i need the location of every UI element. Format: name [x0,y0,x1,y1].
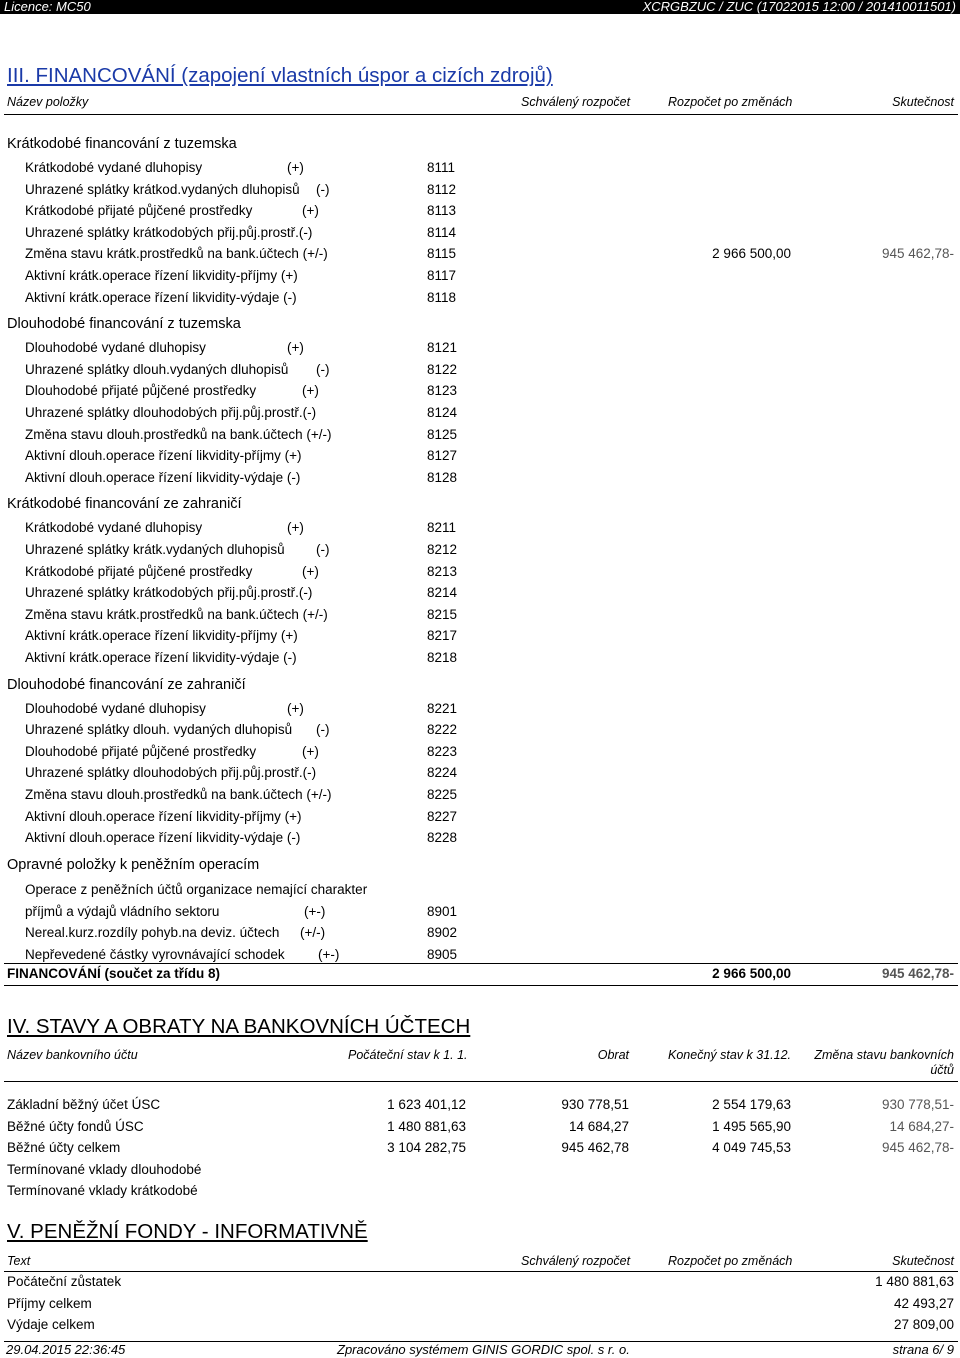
row-code: 8222 [427,722,458,738]
col-pocatecni-stav: Počáteční stav k 1. 1. [348,1048,468,1062]
row-code: 8112 [427,181,457,197]
col-konecny-stav: Konečný stav k 31.12. [668,1048,791,1062]
row-code: 8217 [427,628,458,644]
row-label: Změna stavu dlouh.prostředků na bank.účtech (+/-) [25,787,332,802]
row-label: Aktivní dlouh.operace řízení likvidity-výdaje (-) [25,469,301,485]
report-id-text: XCRGBZUC / ZUC (17022015 12:00 / 201410011501) [642,0,956,14]
row-sign: (+) [287,160,304,175]
footer-date: 29.04.2015 22:36:45 [6,1342,126,1357]
row-sign: (+) [302,563,319,579]
row-label: Aktivní dlouh.operace řízení likvidity-příjmy (+) [25,448,302,464]
section-heading: Dlouhodobé financování ze zahraničí [7,676,246,693]
account-change: 945 462,78- [881,1140,954,1156]
row-sign: (+) [287,520,304,536]
row-label: Dlouhodobé přijaté půjčené prostředky [25,383,257,399]
row-label: Krátkodobé vydané dluhopisy [25,520,203,536]
header-rule [4,114,958,115]
row-code: 8225 [427,787,458,802]
row-code: 8128 [427,469,458,485]
fund-actual: 42 493,27 [893,1295,954,1311]
row-label: Krátkodobé přijaté půjčené prostředky [25,563,253,579]
col-nazev-polozky: Název položky [7,95,89,109]
row-label: Nereal.kurz.rozdíly pohyb.na deviz. účtech [25,925,280,941]
section-stavy-title: IV. STAVY A OBRATY NA BANKOVNÍCH ÚČTECH [7,1015,471,1038]
account-name: Termínované vklady dlouhodobé [7,1161,202,1177]
licence-text: Licence: MC50 [4,0,91,14]
account-start: 1 623 401,12 [387,1097,466,1112]
fund-actual: 27 809,00 [893,1317,954,1333]
row-actual: 945 462,78- [881,246,954,262]
row-label: Dlouhodobé vydané dluhopisy [25,700,206,716]
row-label: Aktivní krátk.operace řízení likvidity-příjmy (+) [25,628,298,644]
fund-label: Příjmy celkem [7,1295,92,1311]
account-name: Běžné účty fondů ÚSC [7,1118,144,1134]
account-name: Běžné účty celkem [7,1140,121,1156]
row-label: Nepřevedené částky vyrovnávající schodek [25,947,285,962]
row-label: Uhrazené splátky krátk.vydaných dluhopisů [25,542,285,557]
account-change: 14 684,27- [889,1118,954,1134]
financovani-total-changed: 2 966 500,00 [712,966,791,981]
row-code: 8122 [427,361,458,377]
stavy-header-rule [4,1081,958,1082]
row-code: 8127 [427,448,458,464]
row-label: Změna stavu krátk.prostředků na bank.účtech (+/-) [25,246,328,262]
col-zmena-stavu: Změna stavu bankovních [814,1048,954,1062]
row-code: 8215 [427,606,458,622]
row-code: 8115 [427,246,457,262]
account-start: 1 480 881,63 [387,1118,466,1134]
row-code: 8121 [427,340,458,356]
account-end: 4 049 745,53 [712,1140,791,1156]
col-rozpocet-po-zmenach: Rozpočet po změnách [668,95,793,109]
account-end: 2 554 179,63 [712,1097,791,1112]
row-sign: (+) [302,203,319,219]
footer-system: Zpracováno systémem GINIS GORDIC spol. s r. o. [337,1342,630,1357]
col-fondy-po-zmenach: Rozpočet po změnách [668,1254,793,1268]
row-code: 8224 [427,765,458,781]
row-code: 8902 [427,925,458,941]
account-turnover: 930 778,51 [561,1097,629,1112]
row-code: 8125 [427,426,458,442]
row-label: Uhrazené splátky dlouhodobých přij.půj.prostř.(-) [25,405,317,420]
report-header-bar [0,0,960,14]
row-label: Uhrazené splátky krátkod.vydaných dluhopisů [25,181,300,197]
financovani-total-actual: 945 462,78- [881,966,954,981]
row-code: 8228 [427,830,458,846]
row-sign: (+-) [318,947,340,962]
account-change: 930 778,51- [881,1097,954,1112]
row-code: 8118 [427,289,457,305]
row-label: Uhrazené splátky krátkodobých přij.půj.prostř.(-) [25,224,313,240]
row-sign: (+) [287,340,304,356]
row-code: 8212 [427,542,458,557]
row-label: Změna stavu krátk.prostředků na bank.účtech (+/-) [25,606,328,622]
row-label: Dlouhodobé vydané dluhopisy [25,340,206,356]
account-turnover: 945 462,78 [561,1140,629,1156]
total-top-rule [4,963,958,964]
row-label: Uhrazené splátky krátkodobých přij.půj.prostř.(-) [25,585,313,601]
section-heading: Opravné položky k peněžním operacím [7,856,260,873]
row-code: 8111 [427,160,456,175]
row-label: Krátkodobé vydané dluhopisy [25,160,203,175]
row-label: Aktivní krátk.operace řízení likvidity-výdaje (-) [25,289,297,305]
row-code: 8905 [427,947,458,962]
row-code: 8223 [427,743,458,759]
footer-page: strana 6/ 9 [892,1342,954,1357]
row-label: příjmů a výdajů vládního sektoru [25,903,220,919]
row-changed: 2 966 500,00 [712,246,791,262]
row-sign: (-) [316,722,330,738]
fund-label: Počáteční zůstatek [7,1274,122,1289]
row-sign: (-) [316,181,330,197]
row-code: 8214 [427,585,458,601]
row-code: 8213 [427,563,458,579]
row-label: Aktivní dlouh.operace řízení likvidity-výdaje (-) [25,830,301,846]
row-label: Uhrazené splátky dlouh. vydaných dluhopisů [25,722,293,738]
row-code: 8211 [427,520,457,536]
section-heading: Krátkodobé financování ze zahraničí [7,496,242,513]
row-code: 8221 [427,700,458,716]
row-label: Krátkodobé přijaté půjčené prostředky [25,203,253,219]
account-start: 3 104 282,75 [387,1140,466,1156]
row-label: Dlouhodobé přijaté půjčené prostředky [25,743,257,759]
row-sign: (+) [302,383,319,399]
col-zmena-stavu-line2: účtů [930,1063,954,1077]
col-fondy-schvaleny: Schválený rozpočet [521,1254,631,1268]
account-name: Termínované vklady krátkodobé [7,1183,198,1199]
row-code: 8124 [427,405,458,420]
row-sign: (-) [316,361,330,377]
row-code: 8113 [427,203,457,219]
financovani-total-label: FINANCOVÁNÍ (součet za třídu 8) [7,966,221,981]
account-turnover: 14 684,27 [568,1118,629,1134]
fund-actual: 1 480 881,63 [875,1274,954,1289]
row-label: Aktivní dlouh.operace řízení likvidity-příjmy (+) [25,808,302,824]
row-sign: (+) [287,700,304,716]
col-schvaleny-rozpocet: Schválený rozpočet [521,95,631,109]
fondy-header-rule [4,1271,958,1272]
fund-label: Výdaje celkem [7,1317,95,1333]
row-sign: (+/-) [300,925,326,941]
row-code: 8901 [427,903,458,919]
account-name: Základní běžný účet ÚSC [7,1097,161,1112]
row-sign: (+-) [304,903,326,919]
row-label: Uhrazené splátky dlouhodobých přij.půj.prostř.(-) [25,765,317,781]
row-label: Aktivní krátk.operace řízení likvidity-příjmy (+) [25,268,298,283]
section-financovani-title: III. FINANCOVÁNÍ (zapojení vlastních úspor a cizích zdrojů) [7,64,553,87]
row-code: 8218 [427,650,458,665]
account-end: 1 495 565,90 [712,1118,791,1134]
row-sign: (-) [316,542,330,557]
row-code: 8114 [427,224,457,240]
section-heading: Krátkodobé financování z tuzemska [7,136,237,152]
col-text: Text [7,1254,31,1268]
row-code: 8117 [427,268,457,283]
col-nazev-uctu: Název bankovního účtu [7,1048,138,1062]
col-fondy-skutecnost: Skutečnost [892,1254,954,1268]
row-label: Změna stavu dlouh.prostředků na bank.účtech (+/-) [25,426,332,442]
col-obrat: Obrat [597,1048,629,1062]
row-label: Aktivní krátk.operace řízení likvidity-výdaje (-) [25,650,297,665]
row-code: 8227 [427,808,458,824]
row-label: Uhrazené splátky dlouh.vydaných dluhopisů [25,361,289,377]
section-heading: Dlouhodobé financování z tuzemska [7,316,241,333]
row-sign: (+) [302,743,319,759]
row-code: 8123 [427,383,458,399]
total-bottom-rule [4,985,958,986]
row-label: Operace z peněžních účtů organizace nemající charakter [25,881,368,897]
col-skutecnost: Skutečnost [892,95,954,109]
section-fondy-title: V. PENĚŽNÍ FONDY - INFORMATIVNĚ [7,1220,368,1243]
